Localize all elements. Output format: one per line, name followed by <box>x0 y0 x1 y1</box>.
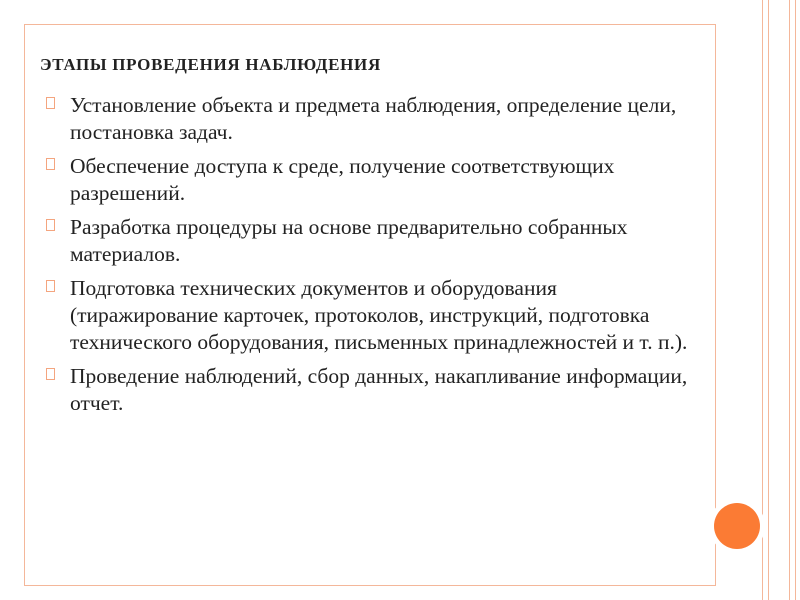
list-item <box>46 92 701 146</box>
bullet-text: Установление объекта и предмета наблюдения, определение цели, постановка задач. <box>70 93 677 144</box>
list-item <box>46 275 701 356</box>
bullet-marker-icon <box>46 280 55 292</box>
list-item <box>46 153 701 207</box>
bullet-marker-icon <box>46 219 55 231</box>
list-item <box>46 214 701 268</box>
bullet-marker-icon <box>46 158 55 170</box>
slide-title: ЭТАПЫ ПРОВЕДЕНИЯ НАБЛЮДЕНИЯ <box>40 55 381 74</box>
bullet-text: Подготовка технических документов и оборудования (тиражирование карточек, протоколов, инструкций, подготовка технического оборудования, письменных принадлежностей и т. п.). <box>70 276 688 354</box>
orange-circle-decoration <box>709 498 765 554</box>
bullet-list <box>46 92 701 424</box>
bullet-marker-icon <box>46 97 55 109</box>
list-item <box>46 363 701 417</box>
bullet-text: Обеспечение доступа к среде, получение соответствующих разрешений. <box>70 154 615 205</box>
decorative-stripe-inner <box>768 0 790 600</box>
bullet-text: Проведение наблюдений, сбор данных, накапливание информации, отчет. <box>70 364 688 415</box>
bullet-text: Разработка процедуры на основе предварительно собранных материалов. <box>70 215 628 266</box>
bullet-marker-icon <box>46 368 55 380</box>
